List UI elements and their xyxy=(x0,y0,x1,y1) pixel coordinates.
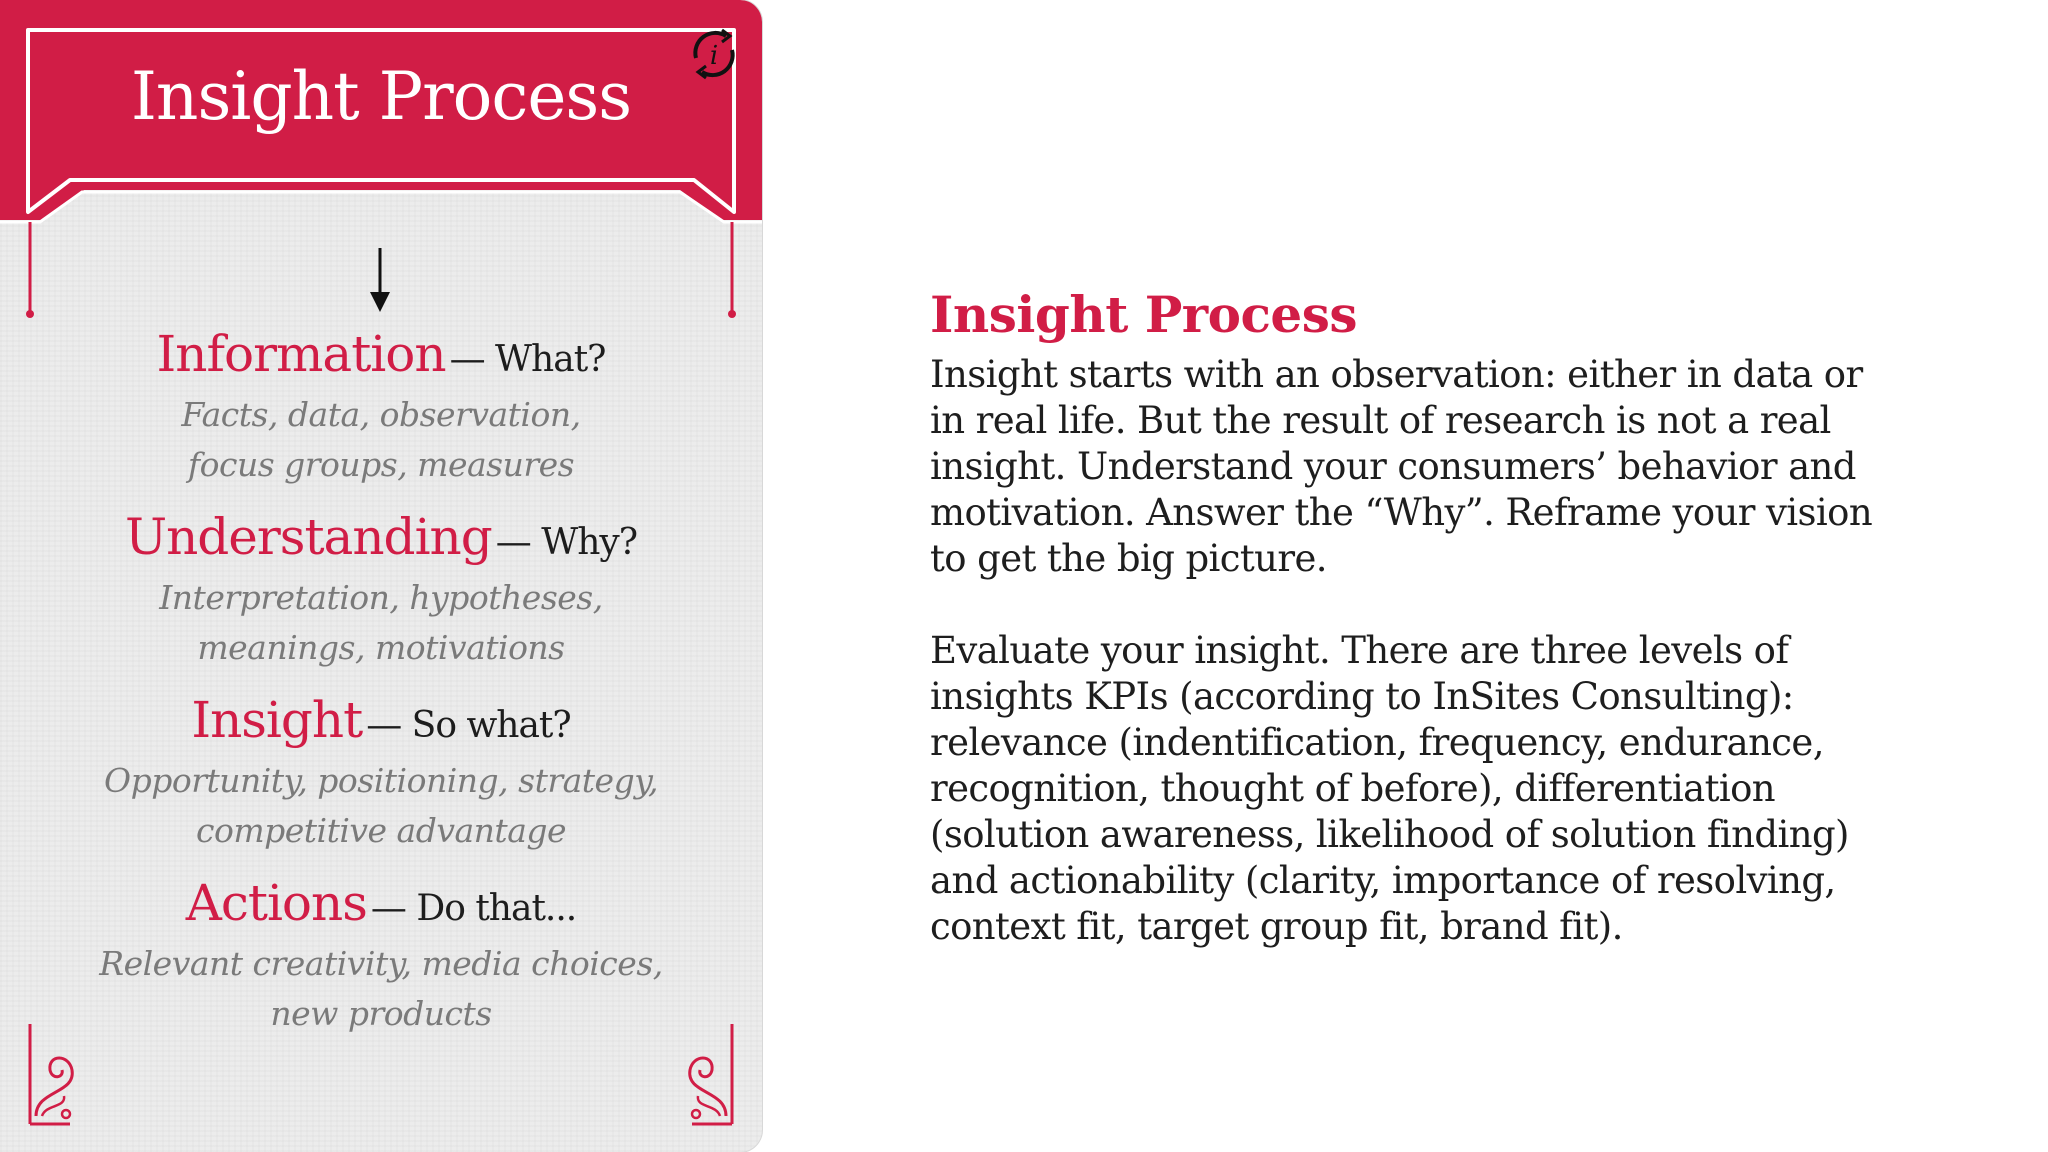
stage-description-line: Relevant creativity, media choices, xyxy=(99,944,663,983)
stage-question: — Do that... xyxy=(370,888,577,929)
description-line: (solution awareness, likelihood of solution finding) xyxy=(930,813,1849,856)
description-line: insights KPIs (according to InSites Consulting): xyxy=(930,675,1794,718)
card-title: Insight Process xyxy=(130,58,632,135)
description-line: Insight starts with an observation: either in data or xyxy=(930,353,1863,396)
description-line: insight. Understand your consumers’ behavior and xyxy=(930,445,1856,488)
stage-description-line: focus groups, measures xyxy=(187,445,575,484)
description-line: in real life. But the result of research is not a real xyxy=(930,399,1831,442)
scroll-ornament-icon xyxy=(670,1020,740,1130)
stage-name: Insight xyxy=(191,691,363,749)
stage-name: Information xyxy=(156,325,446,383)
stage-description-line: Opportunity, positioning, strategy, xyxy=(104,761,658,800)
stage-description-line: new products xyxy=(270,994,492,1033)
stage-insight xyxy=(0,684,762,867)
description-line: motivation. Answer the “Why”. Reframe your vision xyxy=(930,491,1873,534)
description-line: and actionability (clarity, importance of resolving, xyxy=(930,859,1836,902)
stage-name: Actions xyxy=(185,874,367,932)
scroll-ornament-icon xyxy=(22,1020,92,1130)
info-rotate-icon[interactable] xyxy=(682,22,746,86)
description-line: to get the big picture. xyxy=(930,537,1327,580)
description-line: context fit, target group fit, brand fit). xyxy=(930,905,1623,948)
stage-description-line: Interpretation, hypotheses, xyxy=(159,578,603,617)
stage-question: — So what? xyxy=(366,705,571,746)
description-line: relevance (indentification, frequency, endurance, xyxy=(930,721,1824,764)
down-arrow-icon xyxy=(366,248,394,314)
description-line: recognition, thought of before), differentiation xyxy=(930,767,1776,810)
stage-actions xyxy=(0,867,762,1050)
paragraph-gap xyxy=(930,582,2000,628)
stage-understanding xyxy=(0,501,762,684)
description-paragraph-1 xyxy=(930,352,2000,582)
description-line: Evaluate your insight. There are three levels of xyxy=(930,629,1789,672)
stage-description-line: competitive advantage xyxy=(195,811,567,850)
stage-name: Understanding xyxy=(124,508,492,566)
stage-description-line: Facts, data, observation, xyxy=(181,395,581,434)
stage-question: — What? xyxy=(449,339,606,380)
description-panel xyxy=(930,282,2000,950)
stage-information xyxy=(0,318,762,501)
description-paragraph-2 xyxy=(930,628,2000,950)
stage-description-line: meanings, motivations xyxy=(197,628,565,667)
insight-card xyxy=(0,0,762,1152)
stage-question: — Why? xyxy=(495,522,638,563)
description-title: Insight Process xyxy=(930,285,1358,344)
card-stages xyxy=(0,318,762,1050)
svg-text:i: i xyxy=(709,41,719,71)
